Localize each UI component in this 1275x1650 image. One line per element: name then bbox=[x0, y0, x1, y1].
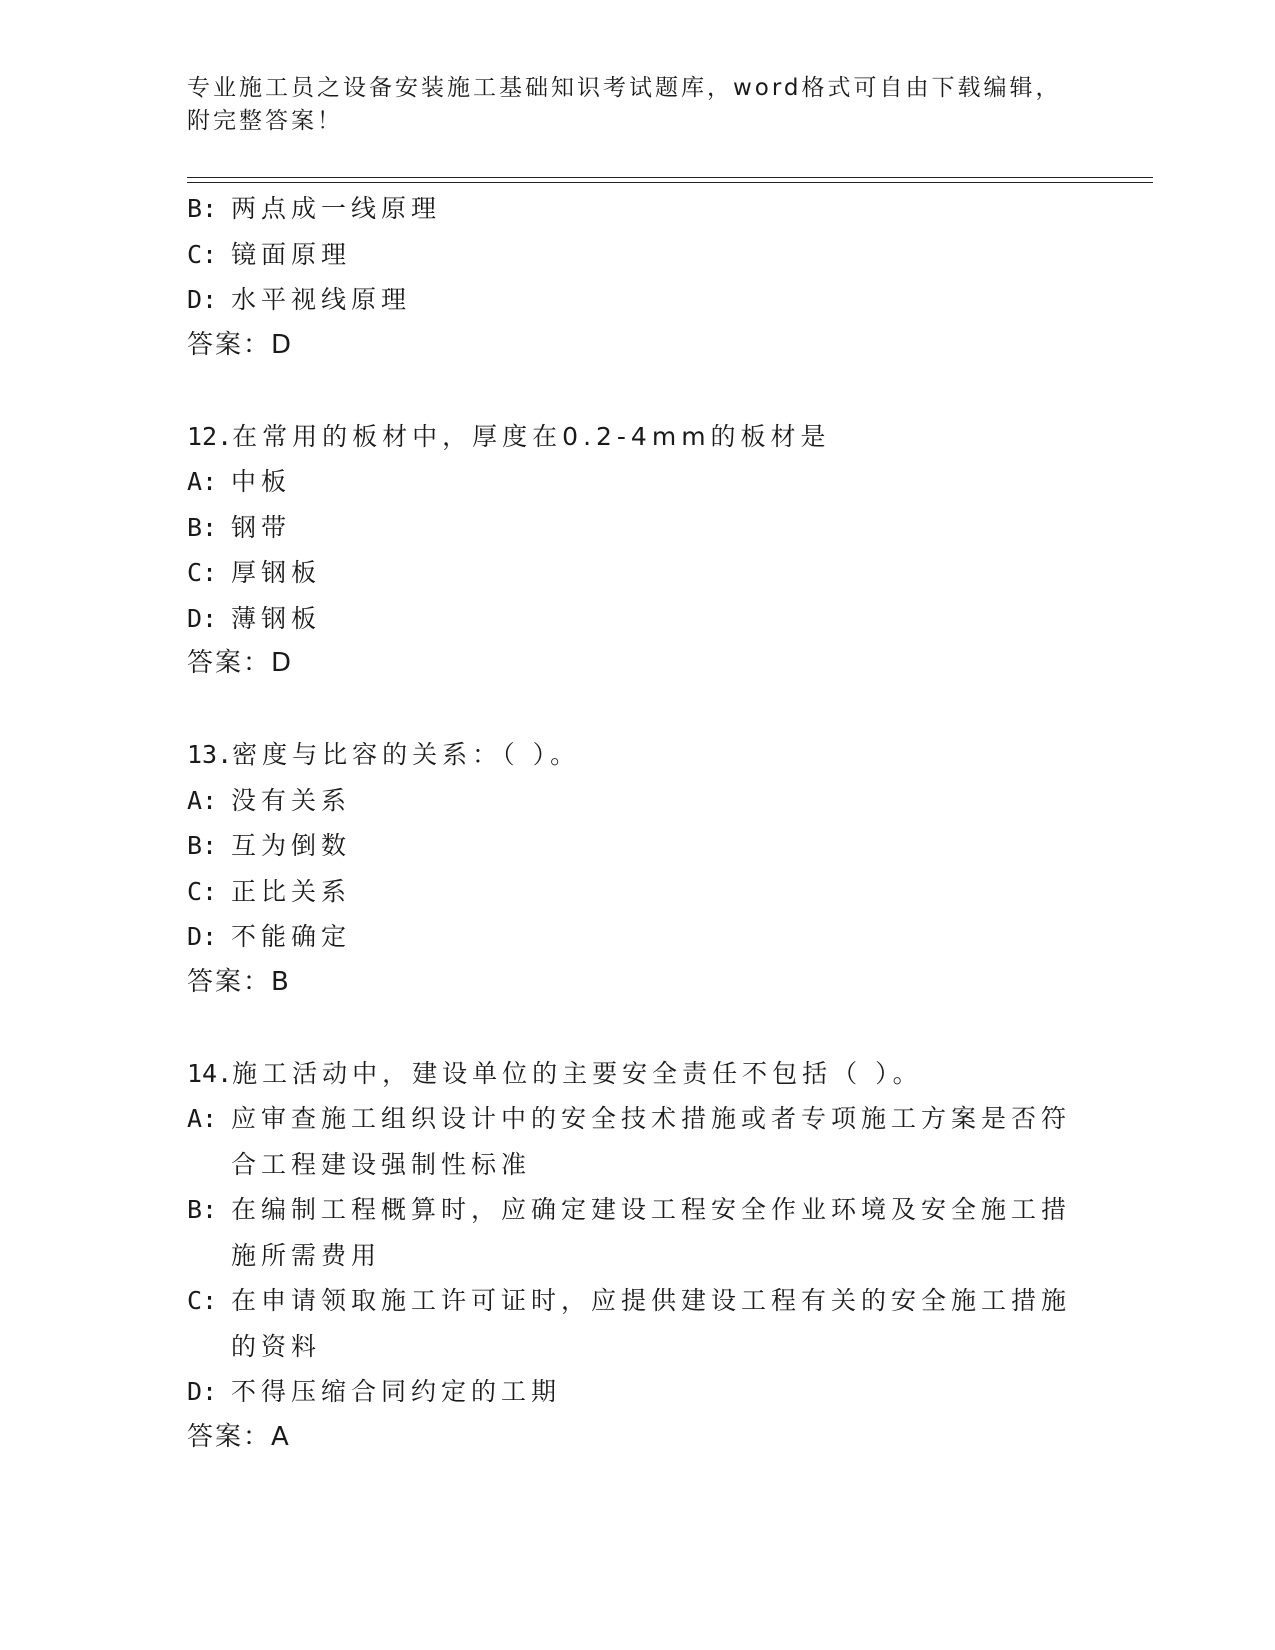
option-row bbox=[187, 596, 1087, 642]
option-text: 互为倒数 bbox=[231, 831, 352, 860]
option-row bbox=[187, 1096, 1087, 1187]
option-text: 在编制工程概算时，应确定建设工程安全作业环境及安全施工措施所需费用 bbox=[231, 1195, 1072, 1270]
question-number: 12. bbox=[187, 421, 233, 451]
option-row bbox=[187, 550, 1087, 596]
header-divider-bottom bbox=[187, 182, 1153, 183]
option-row bbox=[187, 778, 1087, 824]
option-letter: A: bbox=[187, 785, 218, 815]
option-row bbox=[187, 1278, 1087, 1369]
option-text: 应审查施工组织设计中的安全技术措施或者专项施工方案是否符合工程建设强制性标准 bbox=[231, 1104, 1072, 1179]
option-letter: C: bbox=[187, 1286, 218, 1315]
option-row bbox=[187, 914, 1087, 960]
option-letter: B: bbox=[187, 512, 218, 542]
option-row bbox=[187, 505, 1087, 551]
question-number: 14. bbox=[187, 1058, 233, 1088]
spacer bbox=[187, 368, 1087, 414]
option-row bbox=[187, 459, 1087, 505]
option-letter: D: bbox=[187, 603, 218, 633]
option-text: 在申请领取施工许可证时，应提供建设工程有关的安全施工措施的资料 bbox=[231, 1286, 1072, 1361]
option-text: 水平视线原理 bbox=[231, 285, 412, 314]
option-row bbox=[187, 277, 1087, 323]
option-letter: B: bbox=[187, 831, 218, 860]
option-letter: C: bbox=[187, 239, 218, 269]
question-text: 施工活动中，建设单位的主要安全责任不包括（ ）。 bbox=[232, 1058, 923, 1088]
option-row bbox=[187, 869, 1087, 915]
option-letter: B: bbox=[187, 194, 218, 223]
question-stem bbox=[187, 1051, 1087, 1097]
question-text: 在常用的板材中，厚度在0.2-4mm的板材是 bbox=[232, 421, 831, 451]
option-text: 镜面原理 bbox=[231, 239, 352, 269]
answer-line: 答案：D bbox=[187, 329, 294, 360]
answer-line: 答案：A bbox=[187, 1421, 291, 1452]
option-text: 不能确定 bbox=[231, 922, 352, 951]
spacer bbox=[187, 687, 1087, 733]
option-letter: B: bbox=[187, 1195, 218, 1224]
option-text: 两点成一线原理 bbox=[231, 194, 442, 223]
answer-line: 答案：B bbox=[187, 966, 291, 997]
option-letter: D: bbox=[187, 1377, 218, 1406]
option-row bbox=[187, 232, 1087, 278]
question-block bbox=[187, 732, 1087, 1005]
option-letter: A: bbox=[187, 1104, 218, 1133]
option-row bbox=[187, 1369, 1087, 1415]
option-text: 没有关系 bbox=[231, 785, 352, 815]
option-text: 厚钢板 bbox=[231, 558, 322, 587]
option-text: 不得压缩合同约定的工期 bbox=[231, 1377, 562, 1406]
question-block bbox=[187, 1051, 1087, 1461]
option-letter: C: bbox=[187, 876, 218, 906]
option-row bbox=[187, 186, 1087, 232]
option-text: 中板 bbox=[231, 467, 292, 496]
question-block bbox=[187, 414, 1087, 687]
option-text: 钢带 bbox=[231, 512, 292, 542]
question-content bbox=[187, 186, 1087, 1460]
option-letter: A: bbox=[187, 467, 218, 496]
document-header: 专业施工员之设备安装施工基础知识考试题库，word格式可自由下载编辑，附完整答案！ bbox=[187, 75, 1062, 134]
question-stem bbox=[187, 414, 1087, 460]
option-text: 正比关系 bbox=[231, 876, 352, 906]
option-letter: D: bbox=[187, 922, 218, 951]
option-row bbox=[187, 823, 1087, 869]
option-row bbox=[187, 1187, 1087, 1278]
option-text: 薄钢板 bbox=[231, 603, 322, 633]
question-text: 密度与比容的关系：（ ）。 bbox=[232, 740, 581, 769]
answer-line: 答案：D bbox=[187, 648, 294, 678]
question-number: 13. bbox=[187, 740, 233, 769]
header-divider-top bbox=[187, 177, 1153, 178]
option-letter: D: bbox=[187, 285, 218, 314]
question-stem bbox=[187, 732, 1087, 778]
question-block-continued bbox=[187, 186, 1087, 368]
spacer bbox=[187, 1005, 1087, 1051]
option-letter: C: bbox=[187, 558, 218, 587]
